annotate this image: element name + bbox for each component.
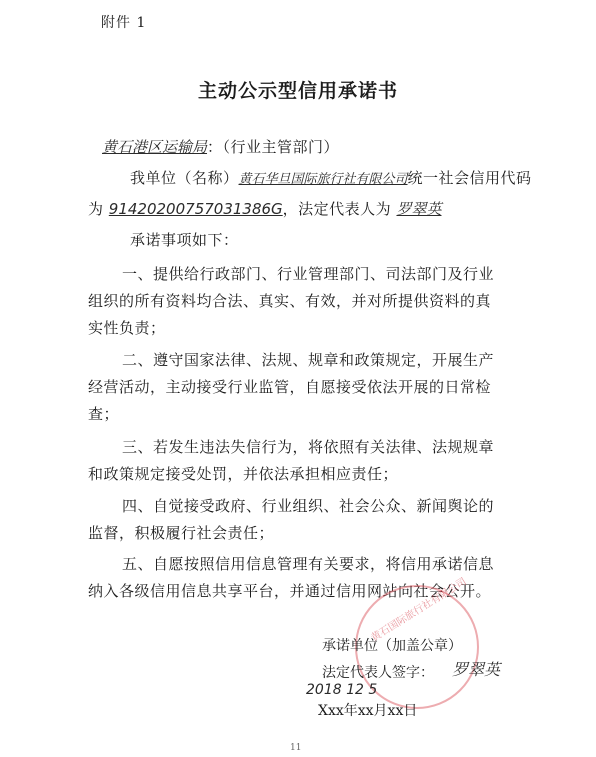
- date-template: Xxx年xx月xx日: [318, 703, 418, 719]
- intro-line: 承诺事项如下：: [130, 231, 239, 249]
- addressee-line: [102, 136, 339, 157]
- unit-prefix: 我单位（名称）: [130, 169, 239, 187]
- paragraph-line: 监督，积极履行社会责任；: [88, 524, 275, 542]
- credit-code-line: [88, 198, 441, 219]
- paragraph-line: 三、若发生违法失信行为，将依照有关法律、法规规章: [122, 438, 495, 456]
- addressee-handwritten: 黄石港区运输局: [102, 138, 208, 156]
- page-number: 11: [290, 743, 302, 753]
- unit-line: [130, 167, 532, 188]
- addressee-colon: ：: [207, 138, 223, 156]
- document-title: 主动公示型信用承诺书: [197, 80, 398, 102]
- unit-name-handwritten: 黄石华旦国际旅行社有限公司: [238, 172, 408, 187]
- code-prefix: 为: [88, 200, 104, 218]
- attachment-label: 附件 1: [101, 15, 147, 31]
- paragraph-line: 查；: [88, 405, 120, 423]
- paragraph-line: 一、提供给行政部门、行业管理部门、司法部门及行业: [122, 265, 495, 283]
- paragraph-line: 四、自觉接受政府、行业组织、社会公众、新闻舆论的: [122, 497, 495, 515]
- date-handwritten: 2018 12 5: [306, 682, 378, 698]
- rep-handwritten: 罗翠英: [396, 200, 442, 218]
- rep-label: ，法定代表人为: [282, 200, 392, 218]
- paragraph-line: 五、自愿按照信用信息管理有关要求，将信用承诺信息: [122, 555, 495, 573]
- paragraph-line: 实性负责；: [88, 319, 166, 337]
- paragraph-line: 组织的所有资料均合法、真实、有效，并对所提供资料的真: [88, 292, 492, 310]
- seal-text: 黄石国际旅行社有限公司: [369, 576, 469, 645]
- unit-suffix: 统一社会信用代码: [407, 169, 532, 187]
- paragraph-line: 纳入各级信用信息共享平台，并通过信用网站向社会公开。: [88, 582, 492, 600]
- signer-rep-label: 法定代表人签字：: [322, 665, 434, 681]
- credit-code-handwritten: 91420200757031386G: [108, 200, 283, 218]
- addressee-note: （行业主管部门）: [222, 138, 340, 156]
- paragraph-line: 和政策规定接受处罚，并依法承担相应责任；: [88, 465, 399, 483]
- rep-signature: 罗翠英: [452, 660, 501, 679]
- paragraph-line: 二、遵守国家法律、法规、规章和政策规定，开展生产: [122, 351, 495, 369]
- paragraph-line: 经营活动，主动接受行业监管，自愿接受依法开展的日常检: [88, 378, 492, 396]
- signer-unit-label: 承诺单位（加盖公章）: [322, 638, 462, 654]
